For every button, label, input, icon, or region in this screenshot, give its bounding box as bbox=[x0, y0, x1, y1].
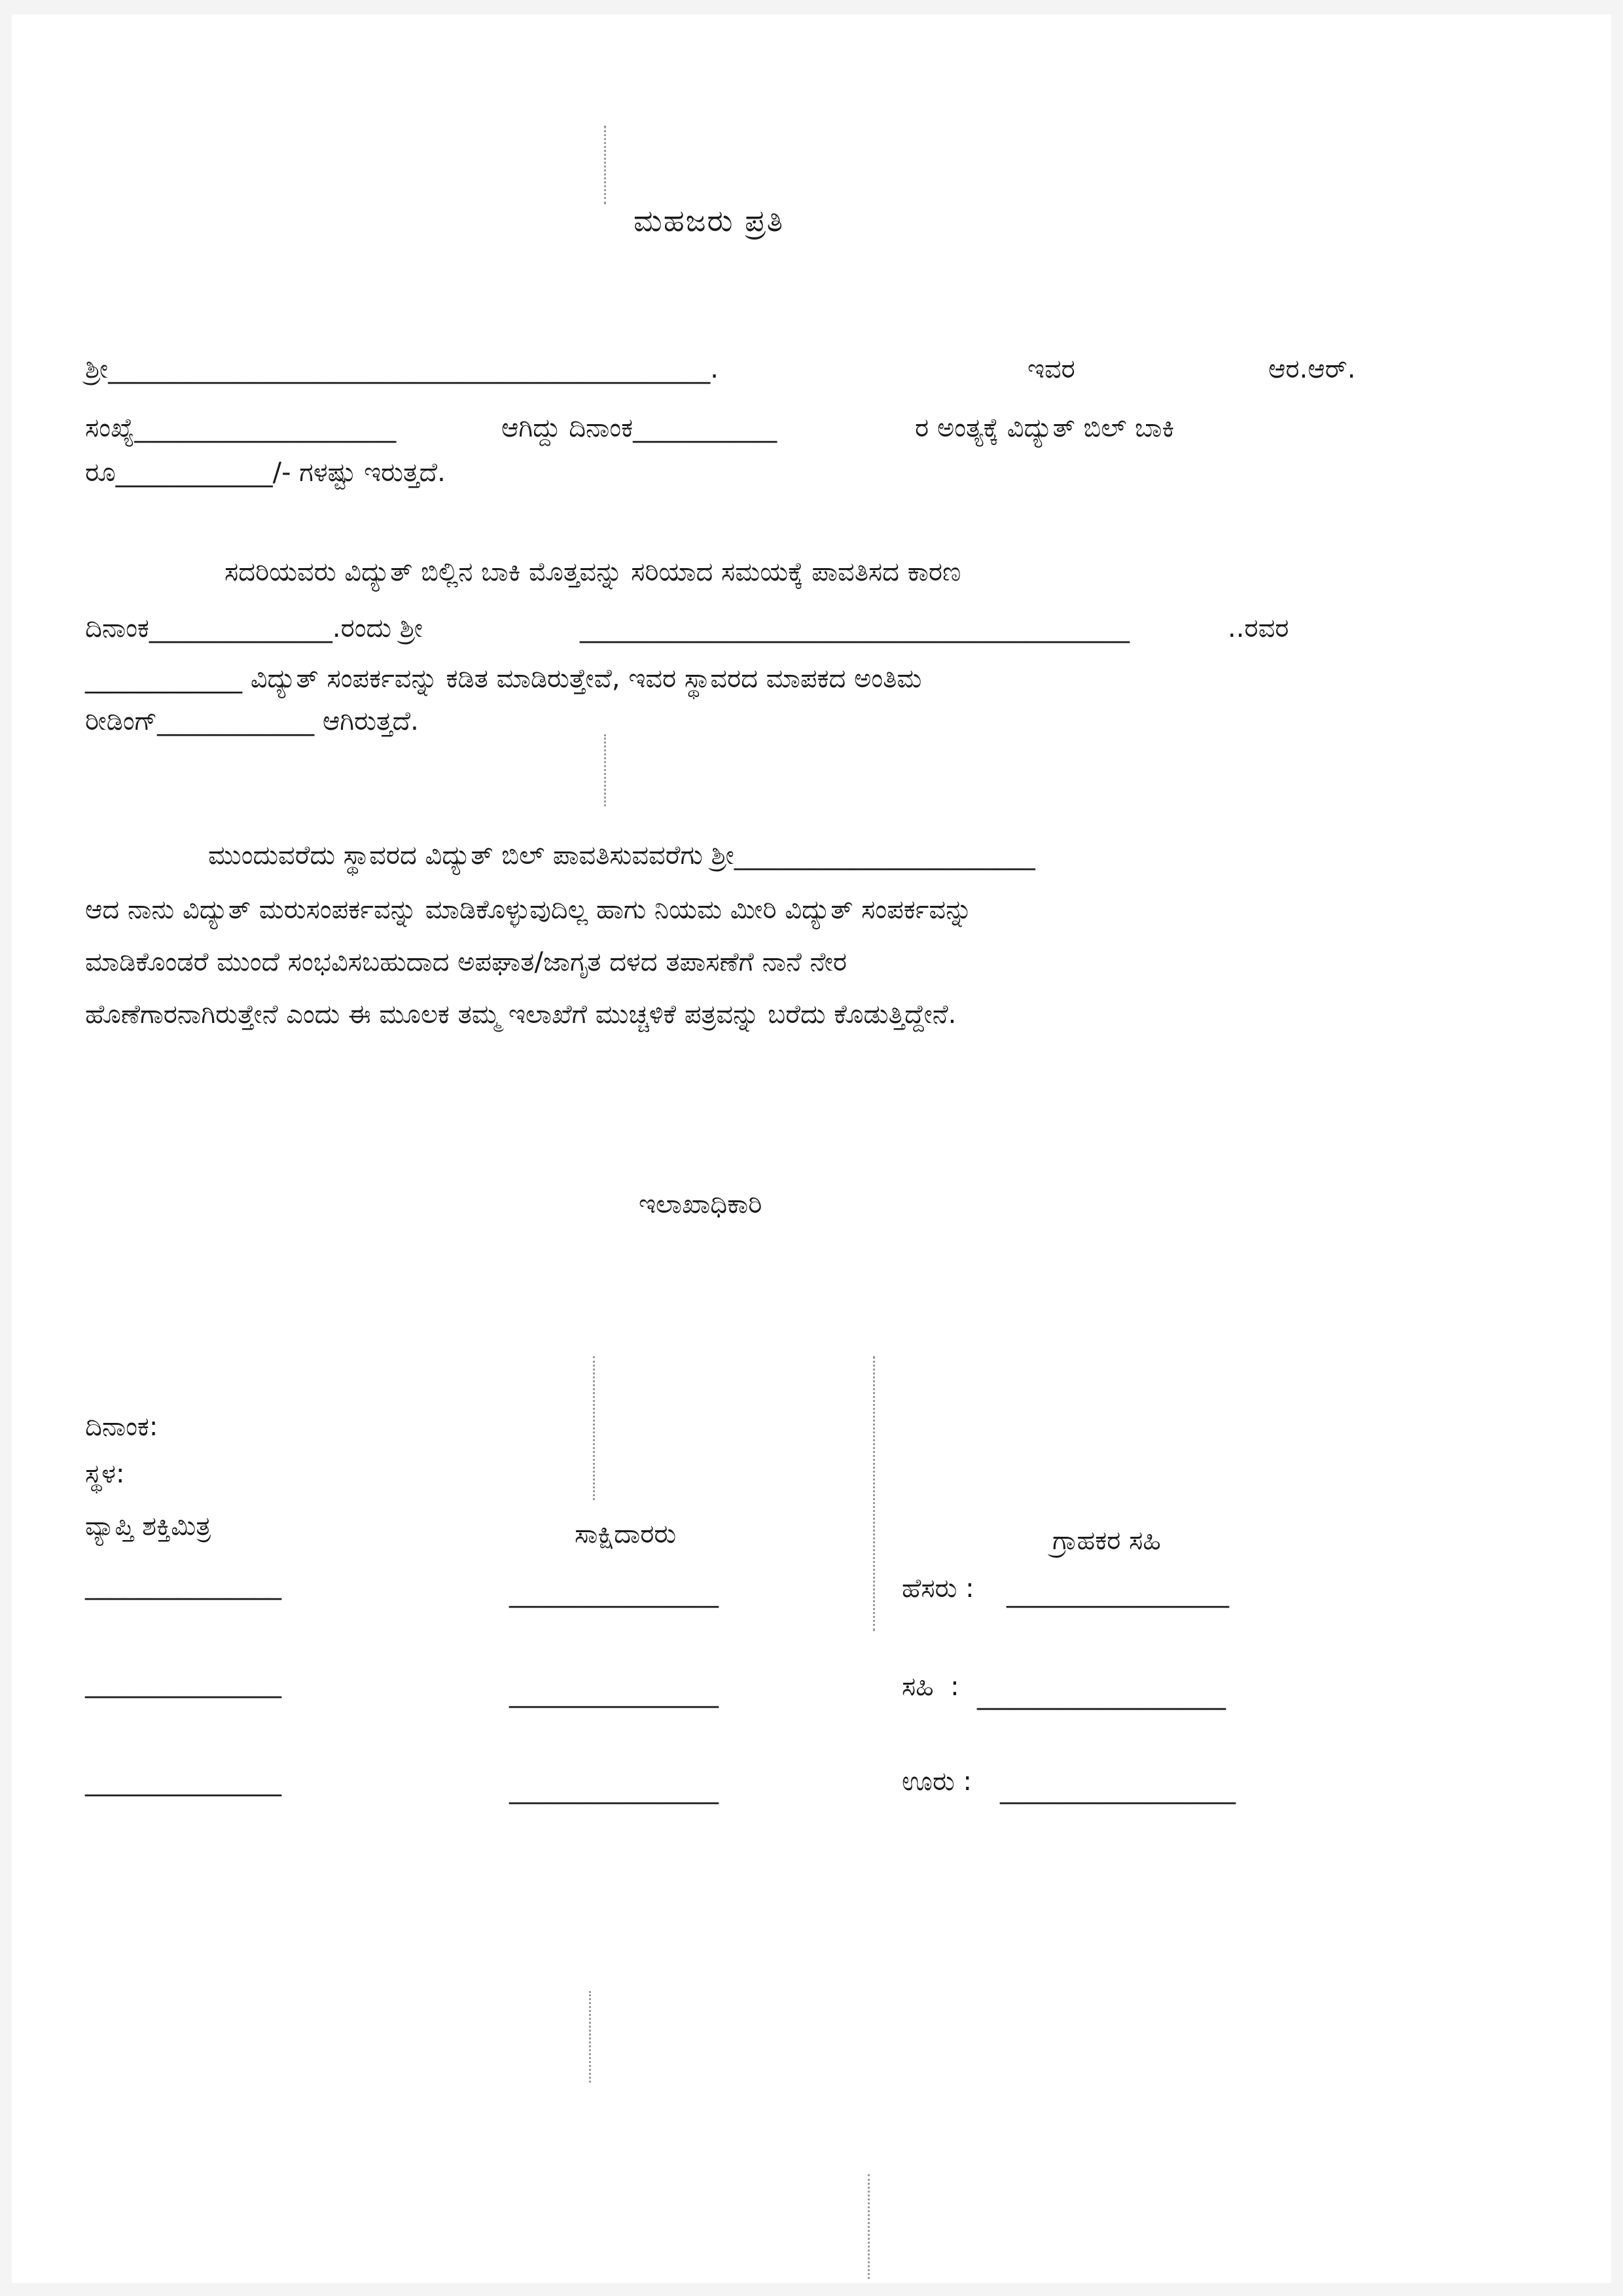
date-label: ದಿನಾಂಕ: bbox=[85, 1412, 158, 1442]
date-line: ಆಗಿದ್ದು ದಿನಾಂಕ___________ bbox=[501, 413, 777, 443]
para2-line1: ಸದರಿಯವರು ವಿದ್ಯುತ್ ಬಿಲ್ಲಿನ ಬಾಕಿ ಮೊತ್ತವನ್ನು ಸರಿಯಾದ ಸಮಯಕ್ಕೆ ಪಾವತಿಸದ ಕಾರಣ bbox=[224, 557, 961, 587]
shaktimitra-line-1: _______________ bbox=[85, 1570, 281, 1600]
shaktimitra-heading: ವ್ಯಾಪ್ತಿ ಶಕ್ತಿಮಿತ್ರ bbox=[85, 1511, 211, 1541]
para3-line3: ಮಾಡಿಕೊಂಡರೆ ಮುಂದೆ ಸಂಭವಿಸಬಹುದಾದ ಅಪಘಾತ/ಜಾಗೃತ ದಳದ ತಪಾಸಣೆಗೆ ನಾನೆ ನೇರ bbox=[85, 947, 847, 977]
ivara-label: ಇವರ bbox=[1027, 354, 1075, 384]
fold-mark bbox=[873, 1356, 875, 1631]
place-label: ಸ್ಥಳ: bbox=[85, 1459, 125, 1489]
fold-mark bbox=[593, 1356, 595, 1500]
fold-mark bbox=[868, 2174, 870, 2279]
witness-line-3: ________________ bbox=[509, 1774, 719, 1804]
customer-signature-heading: ಗ್ರಾಹಕರ ಸಹಿ bbox=[1052, 1526, 1161, 1556]
rr-label: ಆರ.ಆರ್. bbox=[1268, 354, 1356, 384]
amount-line: ರೂ____________/- ಗಳಷ್ಟು ಇರುತ್ತದೆ. bbox=[85, 457, 446, 488]
rr-number-line: ಸಂಖ್ಯೆ____________________ bbox=[85, 413, 397, 443]
para3-line1: ಮುಂದುವರೆದು ಸ್ಥಾವರದ ವಿದ್ಯುತ್ ಬಿಲ್ ಪಾವತಿಸುವವರೆಗು ಶ್ರೀ_______________________ bbox=[208, 840, 1035, 870]
witness-line-2: ________________ bbox=[509, 1678, 719, 1708]
shaktimitra-line-2: _______________ bbox=[85, 1668, 281, 1698]
para2-line3: ____________ ವಿದ್ಯುತ್ ಸಂಪರ್ಕವನ್ನು ಕಡಿತ ಮಾಡಿರುತ್ತೇವೆ, ಇವರ ಸ್ಥಾವರದ ಮಾಪಕದ ಅಂತಿಮ bbox=[85, 664, 922, 694]
shri-name-line: ಶ್ರೀ______________________________________________. bbox=[85, 354, 719, 384]
officer-label: ಇಲಾಖಾಧಿಕಾರಿ bbox=[639, 1189, 762, 1219]
witness-line-1: ________________ bbox=[509, 1578, 719, 1608]
customer-village-label: ಊರು : bbox=[902, 1767, 972, 1797]
para3-line2: ಆದ ನಾನು ವಿದ್ಯುತ್ ಮರುಸಂಪರ್ಕವನ್ನು ಮಾಡಿಕೊಳ್ಳುವುದಿಲ್ಲ ಹಾಗು ನಿಯಮ ಮೀರಿ ವಿದ್ಯುತ್ ಸಂಪರ್ಕವನ್ನು bbox=[85, 895, 972, 925]
shaktimitra-line-3: _______________ bbox=[85, 1767, 281, 1797]
customer-name-label: ಹೆಸರು : bbox=[902, 1573, 974, 1604]
para2-line2-ravara: ..ರವರ bbox=[1228, 613, 1289, 643]
customer-sign-line: ___________________ bbox=[977, 1680, 1226, 1710]
para2-line2-blank: __________________________________________ bbox=[580, 613, 1130, 643]
para3-line4: ಹೊಣೆಗಾರನಾಗಿರುತ್ತೇನೆ ಎಂದು ಈ ಮೂಲಕ ತಮ್ಮ ಇಲಾಖೆಗೆ ಮುಚ್ಚಳಿಕೆ ಪತ್ರವನ್ನು ಬರೆದು ಕೊಡುತ್ತಿದ್ದೇನೆ. bbox=[85, 999, 957, 1030]
customer-village-line: __________________ bbox=[1000, 1774, 1236, 1804]
document-title: ಮಹಜರು ಪ್ರತಿ bbox=[633, 203, 785, 238]
document-page bbox=[12, 14, 1611, 2283]
customer-name-line: _________________ bbox=[1007, 1578, 1229, 1608]
customer-sign-label: ಸಹಿ : bbox=[902, 1672, 959, 1702]
para2-line4: ರೀಡಿಂಗ್____________ ಆಗಿರುತ್ತದೆ. bbox=[85, 706, 419, 736]
para2-line2-date: ದಿನಾಂಕ______________.ರಂದು ಶ್ರೀ bbox=[85, 613, 423, 643]
fold-mark bbox=[589, 1991, 591, 2083]
fold-mark bbox=[604, 734, 606, 806]
fold-mark bbox=[604, 126, 606, 204]
bill-due-text: ರ ಅಂತ್ಯಕ್ಕೆ ವಿದ್ಯುತ್ ಬಿಲ್ ಬಾಕಿ bbox=[915, 413, 1175, 443]
witnesses-heading: ಸಾಕ್ಷಿದಾರರು bbox=[575, 1519, 677, 1549]
